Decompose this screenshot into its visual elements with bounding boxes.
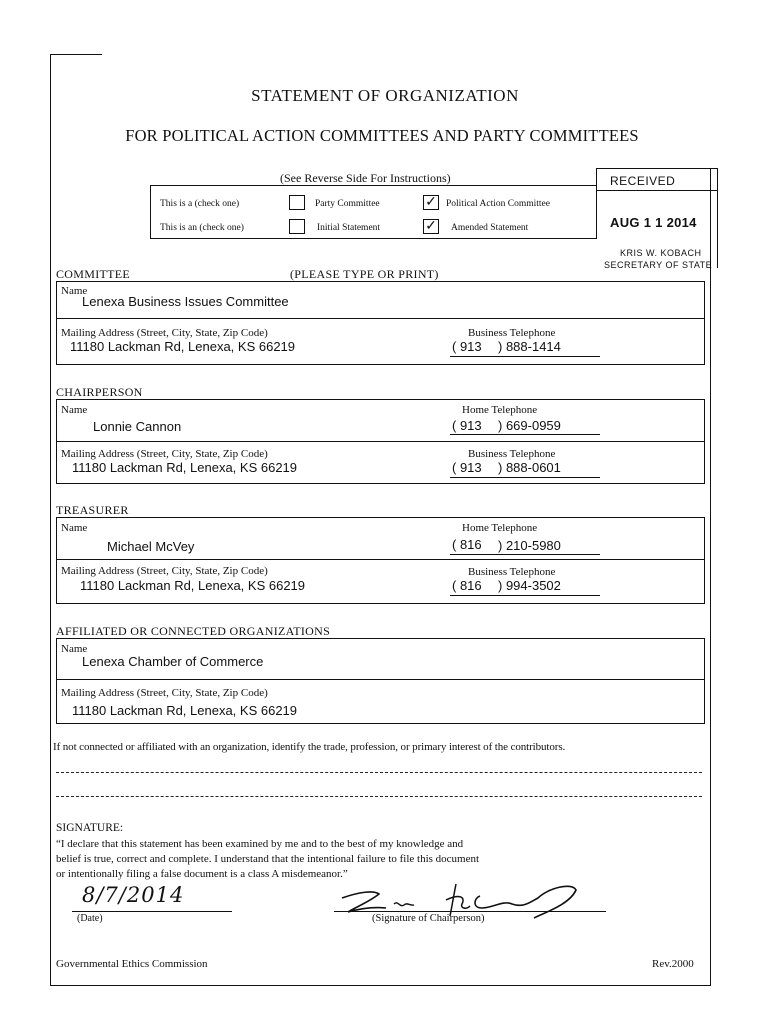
stamp-mid-line [596, 190, 718, 191]
committee-phone-underline [450, 356, 600, 357]
committee-bus-area: ( 913 [452, 339, 482, 354]
chairperson-bus-phone-label: Business Telephone [468, 448, 556, 460]
signature-line [334, 911, 606, 912]
committee-name-label: Name [61, 285, 88, 297]
date-value: 8/7/2014 [82, 883, 185, 907]
date-label: (Date) [77, 913, 103, 924]
left-border [50, 54, 51, 985]
affiliated-name: Lenexa Chamber of Commerce [82, 654, 264, 669]
contributors-line-1[interactable] [56, 772, 702, 773]
treasurer-name-label: Name [61, 522, 88, 534]
stamp-received: RECEIVED [610, 174, 676, 188]
treasurer-heading: TREASURER [56, 503, 129, 517]
stamp-office: SECRETARY OF STATE [604, 260, 713, 270]
treasurer-bus-underline [450, 595, 600, 596]
chairperson-name-label: Name [61, 404, 88, 416]
treasurer-bus-phone-label: Business Telephone [468, 566, 556, 578]
chairperson-bus-underline [450, 477, 600, 478]
check-mark-icon: ✓ [425, 195, 437, 210]
stamp-name: KRIS W. KOBACH [620, 248, 702, 258]
chairperson-bus-phone: ) 888-0601 [498, 460, 561, 475]
treasurer-name: Michael McVey [107, 539, 195, 554]
document-title: STATEMENT OF ORGANIZATION [251, 86, 519, 105]
committee-heading: COMMITTEE [56, 267, 131, 281]
received-stamp [596, 168, 718, 276]
document-subtitle: FOR POLITICAL ACTION COMMITTEES AND PARTY COMMITTEES [125, 126, 639, 145]
bottom-border [50, 985, 711, 986]
affiliated-divider [56, 679, 705, 680]
contributors-line-2[interactable] [56, 796, 702, 797]
chairperson-home-underline [450, 434, 600, 435]
committee-address-label: Mailing Address (Street, City, State, Zip Code) [61, 327, 268, 339]
declaration-line-1: “I declare that this statement has been examined by me and to the best of my knowledge and [56, 838, 464, 850]
footer-commission: Governmental Ethics Commission [56, 958, 208, 970]
treasurer-address-label: Mailing Address (Street, City, State, Zip Code) [61, 565, 268, 577]
affiliated-address-label: Mailing Address (Street, City, State, Zip Code) [61, 687, 268, 699]
amended-statement-label: Amended Statement [451, 223, 529, 233]
chairperson-address-label: Mailing Address (Street, City, State, Zip Code) [61, 448, 268, 460]
footer-revision: Rev.2000 [652, 958, 694, 970]
affiliated-name-label: Name [61, 643, 88, 655]
chairperson-address: 11180 Lackman Rd, Lenexa, KS 66219 [72, 460, 298, 475]
check-mark-icon: ✓ [425, 219, 437, 234]
pac-label: Political Action Committee [446, 199, 550, 209]
treasurer-home-area: ( 816 [452, 537, 482, 552]
stamp-left-line [596, 168, 597, 190]
row1-label: This is a (check one) [160, 199, 240, 209]
affiliated-address: 11180 Lackman Rd, Lenexa, KS 66219 [72, 703, 298, 718]
amended-statement-checkbox[interactable] [423, 219, 439, 234]
top-border [50, 54, 102, 55]
treasurer-home-phone: ) 210-5980 [498, 538, 561, 553]
treasurer-home-underline [450, 554, 600, 555]
row2-label: This is an (check one) [160, 223, 244, 233]
signature-label: (Signature of Chairperson) [372, 913, 485, 924]
committee-name: Lenexa Business Issues Committee [82, 294, 289, 309]
declaration-line-3: or intentionally filing a false document is a class A misdemeanor.” [56, 868, 348, 880]
treasurer-divider [56, 559, 705, 560]
stamp-right-line [717, 168, 718, 268]
committee-address: 11180 Lackman Rd, Lenexa, KS 66219 [70, 339, 296, 354]
signature-heading: SIGNATURE: [56, 822, 124, 834]
chairperson-divider [56, 441, 705, 442]
affiliated-heading: AFFILIATED OR CONNECTED ORGANIZATIONS [56, 624, 331, 638]
declaration-line-2: belief is true, correct and complete. I understand that the intentional failure to file this document [56, 853, 480, 865]
date-line [72, 911, 232, 912]
treasurer-home-phone-label: Home Telephone [462, 522, 538, 534]
chairperson-home-phone: ) 669-0959 [498, 418, 561, 433]
treasurer-bus-area: ( 816 [452, 578, 482, 593]
party-committee-label: Party Committee [315, 199, 380, 209]
chairperson-home-area: ( 913 [452, 418, 482, 433]
chairperson-name: Lonnie Cannon [93, 419, 182, 434]
stamp-date: AUG 1 1 2014 [610, 215, 697, 230]
treasurer-bus-phone: ) 994-3502 [498, 578, 561, 593]
right-border [710, 168, 711, 985]
initial-statement-label: Initial Statement [317, 223, 381, 233]
chairperson-home-phone-label: Home Telephone [462, 404, 538, 416]
print-note: (PLEASE TYPE OR PRINT) [290, 267, 439, 281]
not-connected-note: If not connected or affiliated with an organization, identify the trade, profession, or primary interest of the contributors. [53, 741, 566, 753]
initial-statement-checkbox[interactable] [289, 219, 305, 234]
committee-bus-phone: ) 888-1414 [498, 339, 561, 354]
pac-checkbox[interactable] [423, 195, 439, 210]
instructions-note: (See Reverse Side For Instructions) [280, 171, 451, 185]
committee-divider [56, 318, 705, 319]
chairperson-heading: CHAIRPERSON [56, 385, 143, 399]
treasurer-address: 11180 Lackman Rd, Lenexa, KS 66219 [80, 578, 306, 593]
committee-bus-phone-label: Business Telephone [468, 327, 556, 339]
chairperson-bus-area: ( 913 [452, 460, 482, 475]
party-committee-checkbox[interactable] [289, 195, 305, 210]
stamp-top-line [596, 168, 718, 169]
